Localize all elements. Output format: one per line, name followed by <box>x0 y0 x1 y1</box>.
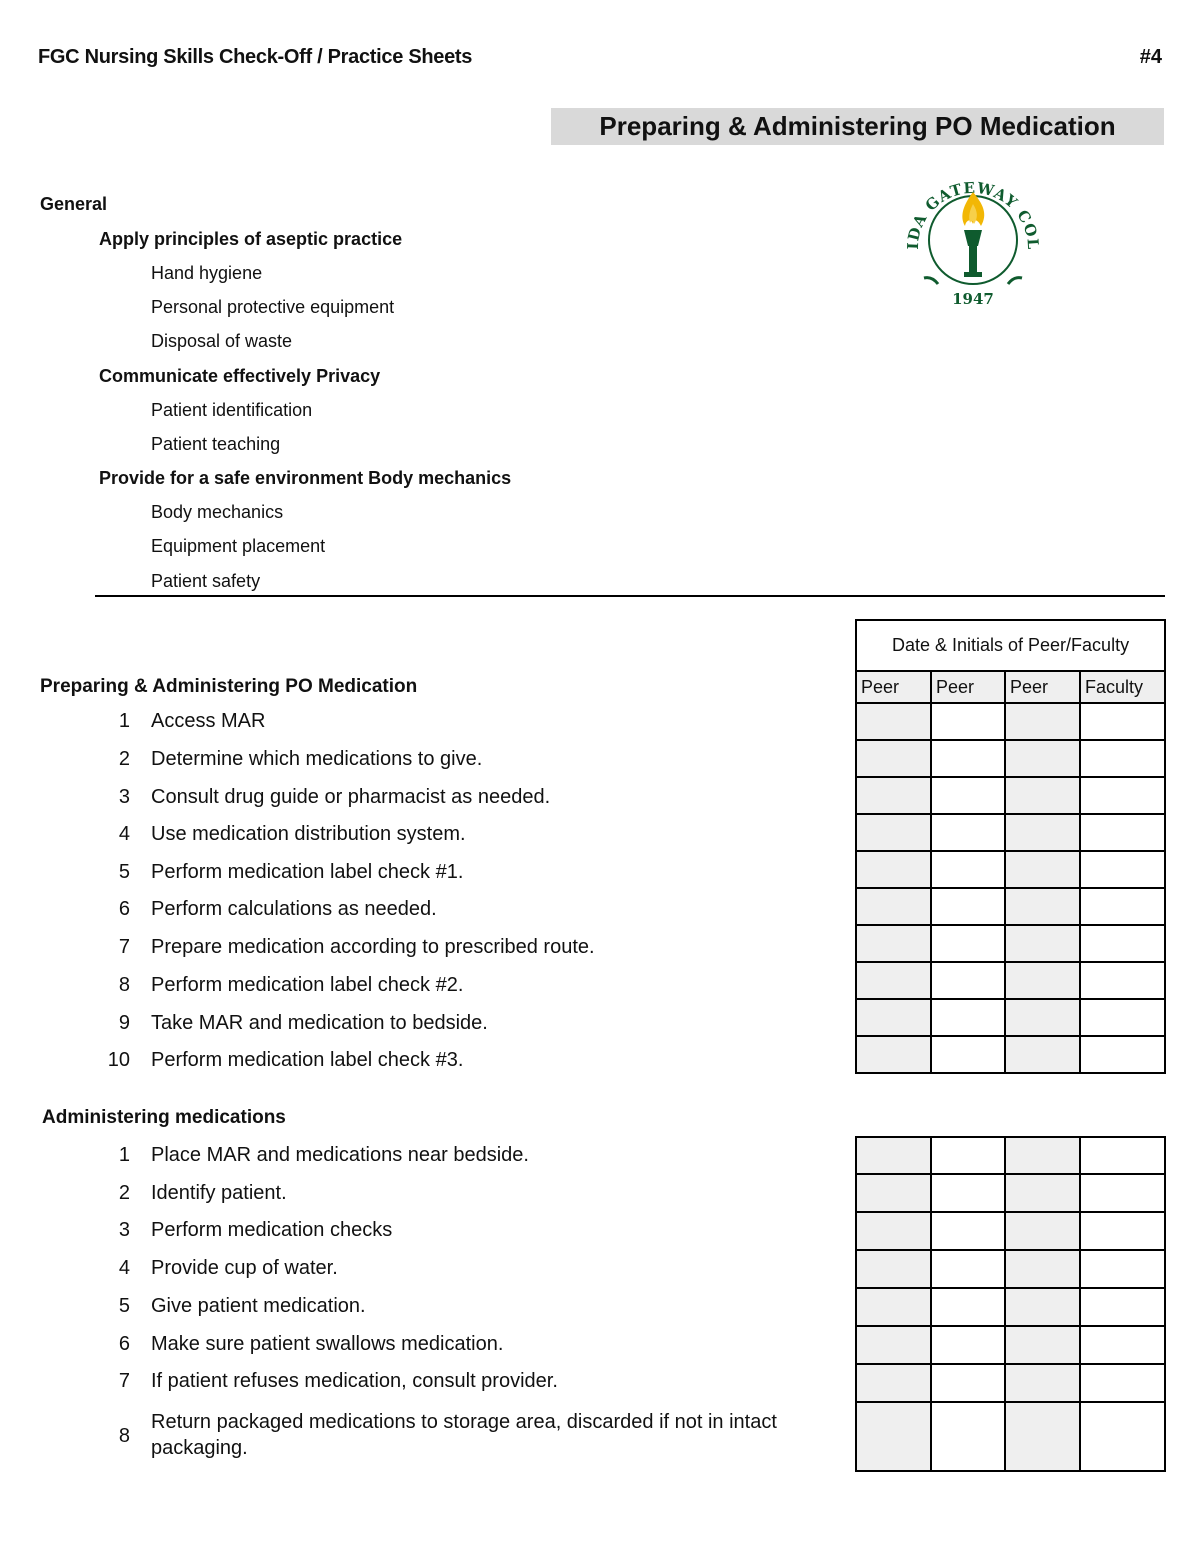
group-item: Equipment placement <box>151 536 326 556</box>
general-heading: General <box>40 194 108 214</box>
step-number: 3 <box>118 786 130 808</box>
step-number: 2 <box>118 748 130 770</box>
section1-heading: Preparing & Administering PO Medication <box>40 676 418 697</box>
section2-heading: Administering medications <box>42 1107 286 1128</box>
signoff-cell[interactable] <box>1005 1174 1080 1212</box>
step-number: 5 <box>118 861 130 883</box>
step-number: 6 <box>118 898 130 920</box>
step-text: If patient refuses medication, consult provider. <box>151 1370 558 1392</box>
page-number: #4 <box>1139 46 1162 68</box>
signoff-cell[interactable] <box>1005 1250 1080 1288</box>
step-text: Use medication distribution system. <box>151 823 466 845</box>
group-item: Patient safety <box>151 571 261 591</box>
step-text: Give patient medication. <box>151 1295 366 1317</box>
group-label: Apply principles of aseptic practice <box>99 229 403 249</box>
checkoff-grid-administering <box>855 1136 1166 1472</box>
signoff-cell[interactable] <box>931 1326 1005 1364</box>
step-text: Perform medication label check #3. <box>151 1049 464 1071</box>
signoff-cell[interactable] <box>1080 1326 1165 1364</box>
signoff-cell[interactable] <box>1080 1250 1165 1288</box>
step-number: 10 <box>107 1049 130 1071</box>
step-number: 5 <box>118 1295 130 1317</box>
step-text: Prepare medication according to prescribed route. <box>151 936 595 958</box>
column-header-peer: Peer <box>856 671 931 703</box>
signoff-cell[interactable] <box>1005 777 1080 814</box>
signoff-cell[interactable] <box>931 814 1005 851</box>
signoff-cell[interactable] <box>1080 1288 1165 1326</box>
signoff-cell[interactable] <box>931 1212 1005 1250</box>
signoff-cell[interactable] <box>856 1364 931 1402</box>
step-number: 7 <box>118 936 130 958</box>
group-item: Personal protective equipment <box>151 297 395 317</box>
signoff-cell[interactable] <box>931 1364 1005 1402</box>
signoff-cell[interactable] <box>856 1402 931 1471</box>
college-seal <box>888 168 1058 308</box>
group-item: Hand hygiene <box>151 263 263 283</box>
signoff-cell[interactable] <box>856 777 931 814</box>
signoff-cell[interactable] <box>1005 925 1080 962</box>
signoff-cell[interactable] <box>931 851 1005 888</box>
signoff-cell[interactable] <box>1005 814 1080 851</box>
step-number: 9 <box>118 1012 130 1034</box>
group-label: Provide for a safe environment Body mechanics <box>99 468 512 488</box>
column-header-peer: Peer <box>931 671 1005 703</box>
signoff-cell[interactable] <box>1005 999 1080 1036</box>
signoff-cell[interactable] <box>856 1250 931 1288</box>
signoff-cell[interactable] <box>931 962 1005 999</box>
signoff-cell[interactable] <box>1005 1212 1080 1250</box>
signoff-cell[interactable] <box>856 999 931 1036</box>
checkoff-grid-preparing <box>855 619 1166 1074</box>
checkoff-caption: Date & Initials of Peer/Faculty <box>856 620 1165 671</box>
signoff-cell[interactable] <box>1005 962 1080 999</box>
signoff-cell[interactable] <box>856 925 931 962</box>
signoff-cell[interactable] <box>1080 925 1165 962</box>
signoff-cell[interactable] <box>1005 1326 1080 1364</box>
signoff-cell[interactable] <box>1005 1364 1080 1402</box>
step-number: 8 <box>118 974 130 996</box>
signoff-cell[interactable] <box>856 740 931 777</box>
signoff-cell[interactable] <box>1005 1288 1080 1326</box>
step-text: Perform calculations as needed. <box>151 898 437 920</box>
signoff-cell[interactable] <box>1080 1137 1165 1174</box>
step-number: 2 <box>118 1182 130 1204</box>
signoff-cell[interactable] <box>856 703 931 740</box>
step-number: 8 <box>118 1425 130 1447</box>
signoff-cell[interactable] <box>856 1174 931 1212</box>
signoff-cell[interactable] <box>1080 999 1165 1036</box>
step-text: Make sure patient swallows medication. <box>151 1333 504 1355</box>
group-item: Patient teaching <box>151 434 281 454</box>
signoff-cell[interactable] <box>931 1402 1005 1471</box>
step-text: Determine which medications to give. <box>151 748 483 770</box>
section-divider <box>95 595 1165 597</box>
step-text: Identify patient. <box>151 1182 287 1204</box>
group-item: Body mechanics <box>151 502 284 522</box>
signoff-cell[interactable] <box>856 851 931 888</box>
signoff-cell[interactable] <box>1005 1036 1080 1073</box>
signoff-cell[interactable] <box>931 777 1005 814</box>
signoff-cell[interactable] <box>856 1288 931 1326</box>
signoff-cell[interactable] <box>856 1212 931 1250</box>
signoff-cell[interactable] <box>856 814 931 851</box>
signoff-cell[interactable] <box>1080 1212 1165 1250</box>
signoff-cell[interactable] <box>1005 1137 1080 1174</box>
signoff-cell[interactable] <box>1005 851 1080 888</box>
signoff-cell[interactable] <box>1080 1364 1165 1402</box>
column-header-peer: Peer <box>1005 671 1080 703</box>
step-number: 3 <box>118 1219 130 1241</box>
signoff-cell[interactable] <box>1005 1402 1080 1471</box>
step-number: 6 <box>118 1333 130 1355</box>
step-number: 7 <box>118 1370 130 1392</box>
signoff-cell[interactable] <box>931 1036 1005 1073</box>
step-text: Perform medication label check #1. <box>151 861 464 883</box>
signoff-cell[interactable] <box>931 1137 1005 1174</box>
signoff-cell[interactable] <box>931 1288 1005 1326</box>
step-text: Access MAR <box>151 710 266 732</box>
seal-year: 1947 <box>952 290 994 308</box>
step-number: 1 <box>118 710 130 732</box>
signoff-cell[interactable] <box>1080 888 1165 925</box>
signoff-cell[interactable] <box>856 1036 931 1073</box>
step-text: Place MAR and medications near bedside. <box>151 1144 529 1166</box>
signoff-cell[interactable] <box>1080 851 1165 888</box>
signoff-cell[interactable] <box>931 1174 1005 1212</box>
signoff-cell[interactable] <box>1080 1036 1165 1073</box>
step-text: Take MAR and medication to bedside. <box>151 1012 488 1034</box>
signoff-cell[interactable] <box>1080 777 1165 814</box>
signoff-cell[interactable] <box>856 1137 931 1174</box>
column-header-faculty: Faculty <box>1080 671 1165 703</box>
signoff-cell[interactable] <box>1080 740 1165 777</box>
signoff-cell[interactable] <box>931 888 1005 925</box>
step-text: Perform medication label check #2. <box>151 974 464 996</box>
signoff-cell[interactable] <box>1005 740 1080 777</box>
signoff-cell[interactable] <box>931 925 1005 962</box>
document-header: FGC Nursing Skills Check-Off / Practice Sheets <box>38 46 473 68</box>
signoff-cell[interactable] <box>931 740 1005 777</box>
signoff-cell[interactable] <box>856 888 931 925</box>
group-item: Disposal of waste <box>151 331 293 351</box>
signoff-cell[interactable] <box>931 1250 1005 1288</box>
signoff-cell[interactable] <box>1080 1174 1165 1212</box>
seal-lettering: IDA GATEWAY COL <box>903 178 1043 251</box>
group-label: Communicate effectively Privacy <box>99 366 381 386</box>
signoff-cell[interactable] <box>1080 703 1165 740</box>
signoff-cell[interactable] <box>931 999 1005 1036</box>
signoff-cell[interactable] <box>931 703 1005 740</box>
step-text: Return packaged medications to storage area, discarded if not in intact packaging. <box>151 1411 777 1459</box>
step-text: Perform medication checks <box>151 1219 393 1241</box>
step-text: Provide cup of water. <box>151 1257 338 1279</box>
step-text: Consult drug guide or pharmacist as needed. <box>151 786 551 808</box>
step-number: 4 <box>118 823 130 845</box>
signoff-cell[interactable] <box>1005 703 1080 740</box>
signoff-cell[interactable] <box>856 962 931 999</box>
step-number: 4 <box>118 1257 130 1279</box>
step-number: 1 <box>118 1144 130 1166</box>
signoff-cell[interactable] <box>1080 814 1165 851</box>
signoff-cell[interactable] <box>1080 962 1165 999</box>
signoff-cell[interactable] <box>1080 1402 1165 1471</box>
signoff-cell[interactable] <box>856 1326 931 1364</box>
group-item: Patient identification <box>151 400 313 420</box>
signoff-cell[interactable] <box>1005 888 1080 925</box>
page-title: Preparing & Administering PO Medication <box>551 108 1164 145</box>
